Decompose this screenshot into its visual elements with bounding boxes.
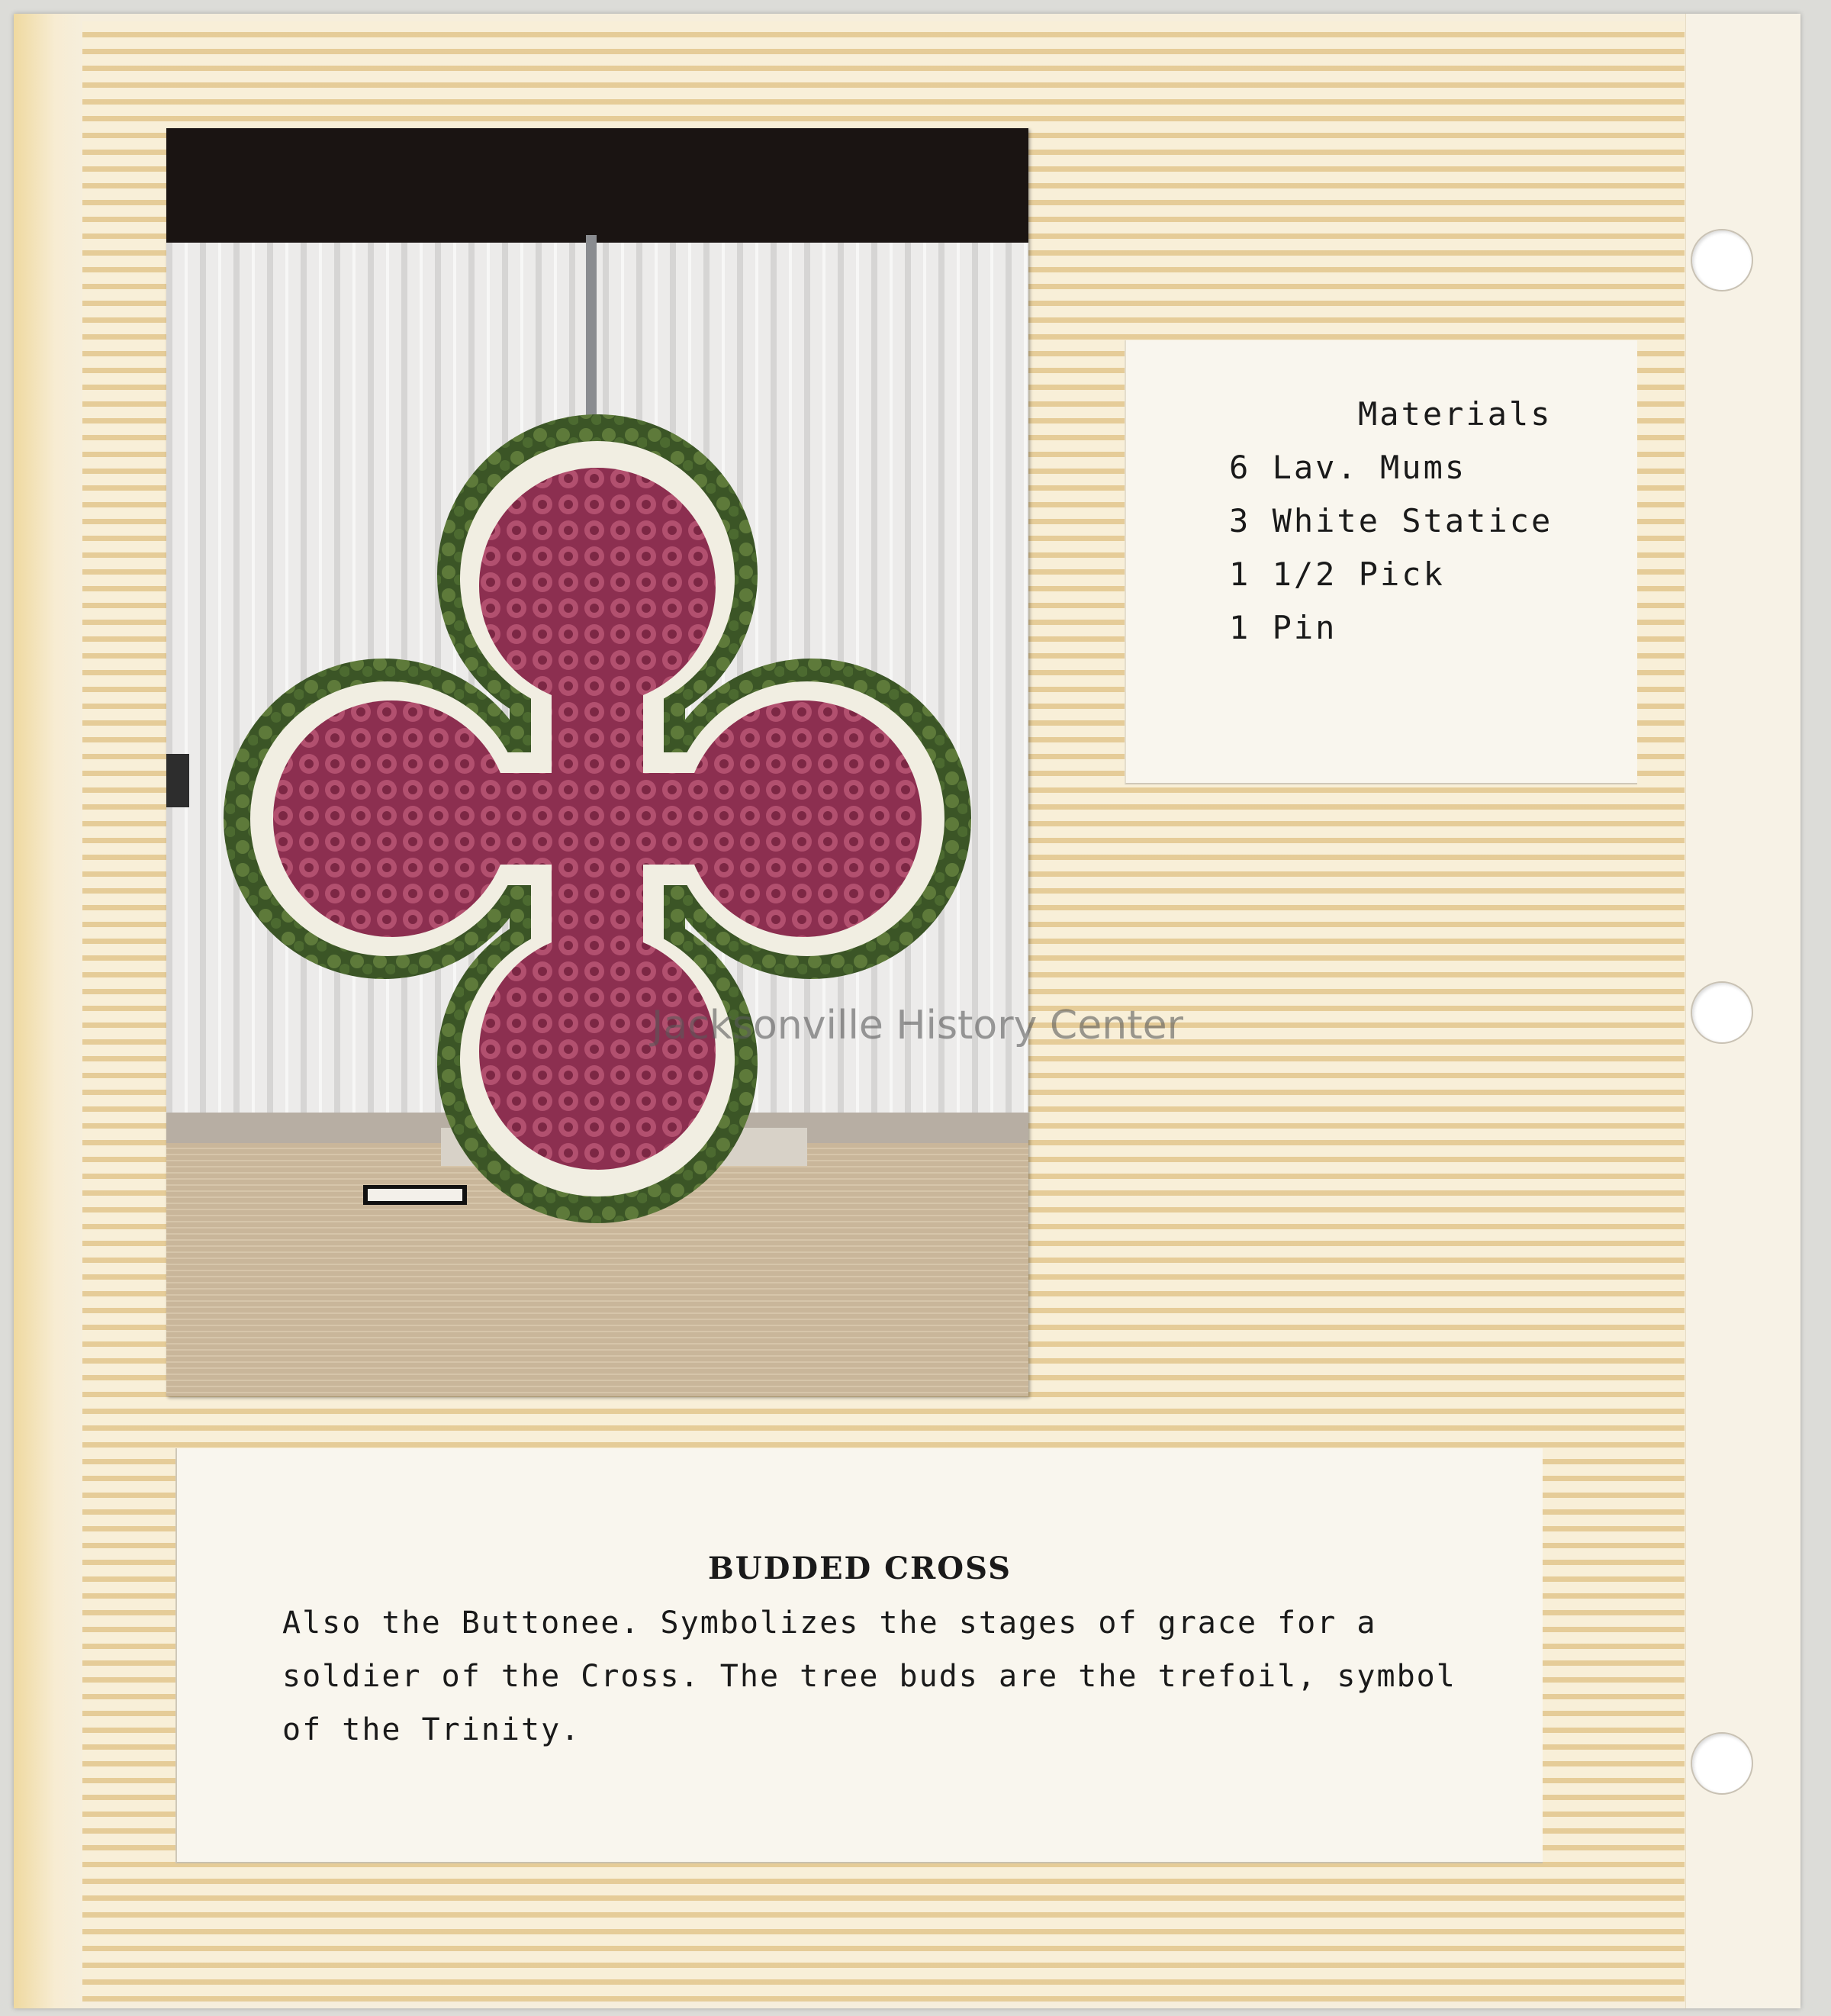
caption-body: Also the Buttonee. Symbolizes the stages of grace for a soldier of the Cross. The tree buds are the trefoil, symbol of the Trinity.: [282, 1605, 1456, 1747]
materials-list: [1229, 449, 1553, 662]
binding-strip: [14, 14, 82, 2008]
materials-item: 1 Pin: [1229, 609, 1337, 646]
watermark: Jacksonville History Center: [652, 1003, 1183, 1048]
materials-item: 1 1/2 Pick: [1229, 556, 1445, 593]
materials-item: 3 White Statice: [1229, 502, 1553, 539]
caption-card: [175, 1448, 1543, 1863]
punch-hole-top: [1691, 229, 1753, 291]
punch-hole-middle: [1691, 981, 1753, 1044]
materials-title: Materials: [1358, 395, 1553, 433]
caption-title: BUDDED CROSS: [708, 1551, 1012, 1586]
materials-item: 6 Lav. Mums: [1229, 449, 1467, 486]
materials-card: [1125, 340, 1637, 784]
budded-cross-photo: [166, 128, 1028, 1396]
punch-hole-bottom: [1691, 1732, 1753, 1795]
photo-illustration: [166, 128, 1028, 1396]
scrapbook-page: [14, 14, 1800, 2008]
